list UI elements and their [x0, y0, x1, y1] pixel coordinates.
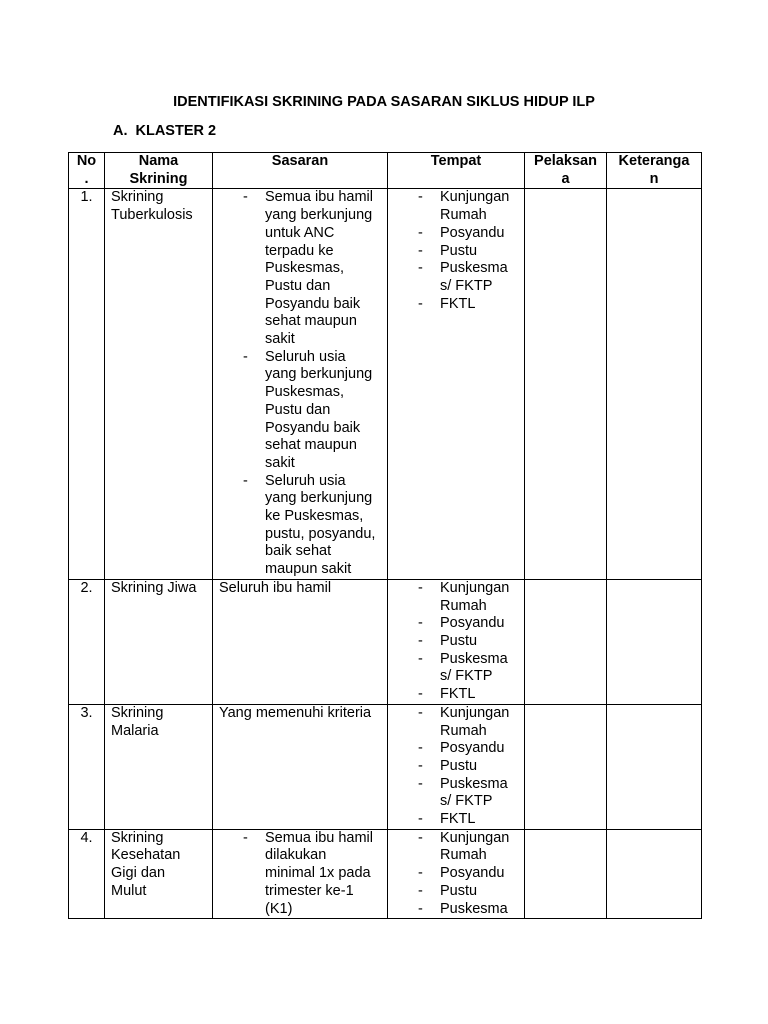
tempat-item-text: Pustu: [440, 882, 478, 899]
dash-bullet: -: [418, 740, 423, 757]
sasaran-text: Yang memenuhi kriteria: [219, 704, 372, 721]
header-nama-skrining: Nama Skrining: [105, 153, 213, 189]
dash-bullet: -: [418, 865, 423, 882]
table-row: [69, 704, 702, 829]
cell-pelaksana: [525, 829, 607, 919]
cell-tempat: [388, 704, 525, 829]
header-tempat: Tempat: [388, 153, 525, 189]
tempat-item-text: Posyandu: [440, 615, 505, 632]
cell-sasaran: [213, 189, 388, 579]
tempat-item: [418, 865, 518, 883]
sasaran-item-text: Semua ibu hamil yang berkunjung untuk ANC terpadu ke Puskesmas, Pustu dan Posyandu baik sehat maupun sakit: [265, 189, 373, 348]
section-letter: A.: [113, 123, 128, 139]
tempat-item-text: Puskesma s/ FKTP: [440, 260, 508, 294]
sasaran-item: [243, 829, 381, 919]
dash-bullet: -: [418, 579, 423, 596]
cell-keterangan: [607, 189, 702, 579]
dash-bullet: -: [418, 704, 423, 721]
tempat-list: [418, 829, 518, 919]
sasaran-item: [243, 348, 381, 473]
tempat-item: [418, 829, 518, 865]
tempat-item: [418, 260, 518, 295]
tempat-item-text: Puskesma: [440, 900, 508, 917]
tempat-item-text: Pustu: [440, 242, 478, 259]
table-row: [69, 189, 702, 579]
tempat-item: [418, 686, 518, 704]
dash-bullet: -: [418, 775, 423, 792]
dash-bullet: -: [418, 295, 423, 312]
dash-bullet: -: [243, 829, 248, 846]
cell-pelaksana: [525, 189, 607, 579]
tempat-item: [418, 811, 518, 829]
cell-nama-skrining: Skrining Jiwa: [105, 579, 213, 704]
cell-pelaksana: [525, 704, 607, 829]
cell-keterangan: [607, 579, 702, 704]
cell-nama-skrining: Skrining Malaria: [105, 704, 213, 829]
dash-bullet: -: [418, 650, 423, 667]
cell-no: 1.: [69, 189, 105, 579]
tempat-item: [418, 579, 518, 615]
cell-sasaran: [213, 579, 388, 704]
sasaran-list: [243, 829, 381, 919]
cell-tempat: [388, 579, 525, 704]
tempat-item-text: Posyandu: [440, 224, 505, 241]
tempat-item-text: FKTL: [440, 811, 476, 828]
cell-keterangan: [607, 829, 702, 919]
tempat-item-text: Posyandu: [440, 865, 505, 882]
cell-sasaran: [213, 829, 388, 919]
tempat-item-text: Kunjungan Rumah: [440, 189, 510, 224]
tempat-item: [418, 704, 518, 740]
sasaran-item-text: Seluruh usia yang berkunjung Puskesmas, Pustu dan Posyandu baik sehat maupun sakit: [265, 348, 373, 471]
table-header-row: [69, 153, 702, 189]
screening-table: [68, 152, 702, 919]
tempat-item-text: Pustu: [440, 632, 478, 649]
tempat-item: [418, 775, 518, 811]
dash-bullet: -: [418, 224, 423, 241]
sasaran-item-text: Semua ibu hamil dilakukan minimal 1x pada trimester ke-1 (K1): [265, 829, 373, 917]
cell-no: 4.: [69, 829, 105, 919]
dash-bullet: -: [418, 242, 423, 259]
tempat-item-text: Puskesma s/ FKTP: [440, 650, 508, 685]
dash-bullet: -: [243, 348, 248, 365]
dash-bullet: -: [243, 472, 248, 489]
table-row: [69, 579, 702, 704]
tempat-item-text: Posyandu: [440, 740, 505, 757]
document-title: IDENTIFIKASI SKRINING PADA SASARAN SIKLUS HIDUP ILP: [173, 94, 595, 110]
table-row: [69, 829, 702, 919]
header-no: No .: [69, 153, 105, 189]
tempat-item-text: FKTL: [440, 295, 476, 312]
dash-bullet: -: [418, 632, 423, 649]
tempat-item: [418, 295, 518, 314]
sasaran-item-text: Seluruh usia yang berkunjung ke Puskesmas, pustu, posyandu, baik sehat maupun sakit: [265, 472, 376, 578]
dash-bullet: -: [418, 757, 423, 774]
tempat-item-text: Kunjungan Rumah: [440, 579, 510, 614]
cell-tempat: [388, 189, 525, 579]
tempat-item: [418, 615, 518, 633]
dash-bullet: -: [418, 615, 423, 632]
tempat-item: [418, 242, 518, 261]
tempat-item: [418, 632, 518, 651]
cell-no: 2.: [69, 579, 105, 704]
dash-bullet: -: [418, 882, 423, 899]
tempat-item-text: Kunjungan Rumah: [440, 704, 510, 739]
tempat-item: [418, 900, 518, 919]
tempat-list: [418, 704, 518, 829]
tempat-item: [418, 740, 518, 758]
cell-no: 3.: [69, 704, 105, 829]
section-title: KLASTER 2: [135, 123, 217, 139]
tempat-list: [418, 579, 518, 704]
header-pelaksana: Pelaksan a: [525, 153, 607, 189]
cell-keterangan: [607, 704, 702, 829]
sasaran-text: Seluruh ibu hamil: [219, 579, 332, 596]
tempat-item-text: Kunjungan Rumah: [440, 829, 510, 864]
cell-nama-skrining: Skrining Kesehatan Gigi dan Mulut: [105, 829, 213, 919]
tempat-item-text: FKTL: [440, 686, 476, 703]
tempat-item-text: Puskesma s/ FKTP: [440, 775, 508, 810]
tempat-item: [418, 882, 518, 901]
cell-nama-skrining: Skrining Tuberkulosis: [105, 189, 213, 579]
tempat-list: [418, 189, 518, 313]
header-keterangan: Keteranga n: [607, 153, 702, 189]
tempat-item: [418, 224, 518, 243]
section-heading: [113, 122, 216, 140]
dash-bullet: -: [418, 686, 423, 703]
dash-bullet: -: [418, 811, 423, 828]
dash-bullet: -: [418, 900, 423, 917]
tempat-item: [418, 757, 518, 776]
dash-bullet: -: [418, 829, 423, 846]
tempat-item: [418, 650, 518, 686]
dash-bullet: -: [418, 189, 423, 206]
sasaran-item: [243, 189, 381, 348]
cell-tempat: [388, 829, 525, 919]
cell-sasaran: [213, 704, 388, 829]
dash-bullet: -: [418, 260, 423, 277]
dash-bullet: -: [243, 189, 248, 206]
tempat-item-text: Pustu: [440, 757, 478, 774]
sasaran-item: [243, 472, 381, 579]
sasaran-list: [243, 189, 381, 578]
tempat-item: [418, 189, 518, 224]
header-sasaran: Sasaran: [213, 153, 388, 189]
cell-pelaksana: [525, 579, 607, 704]
